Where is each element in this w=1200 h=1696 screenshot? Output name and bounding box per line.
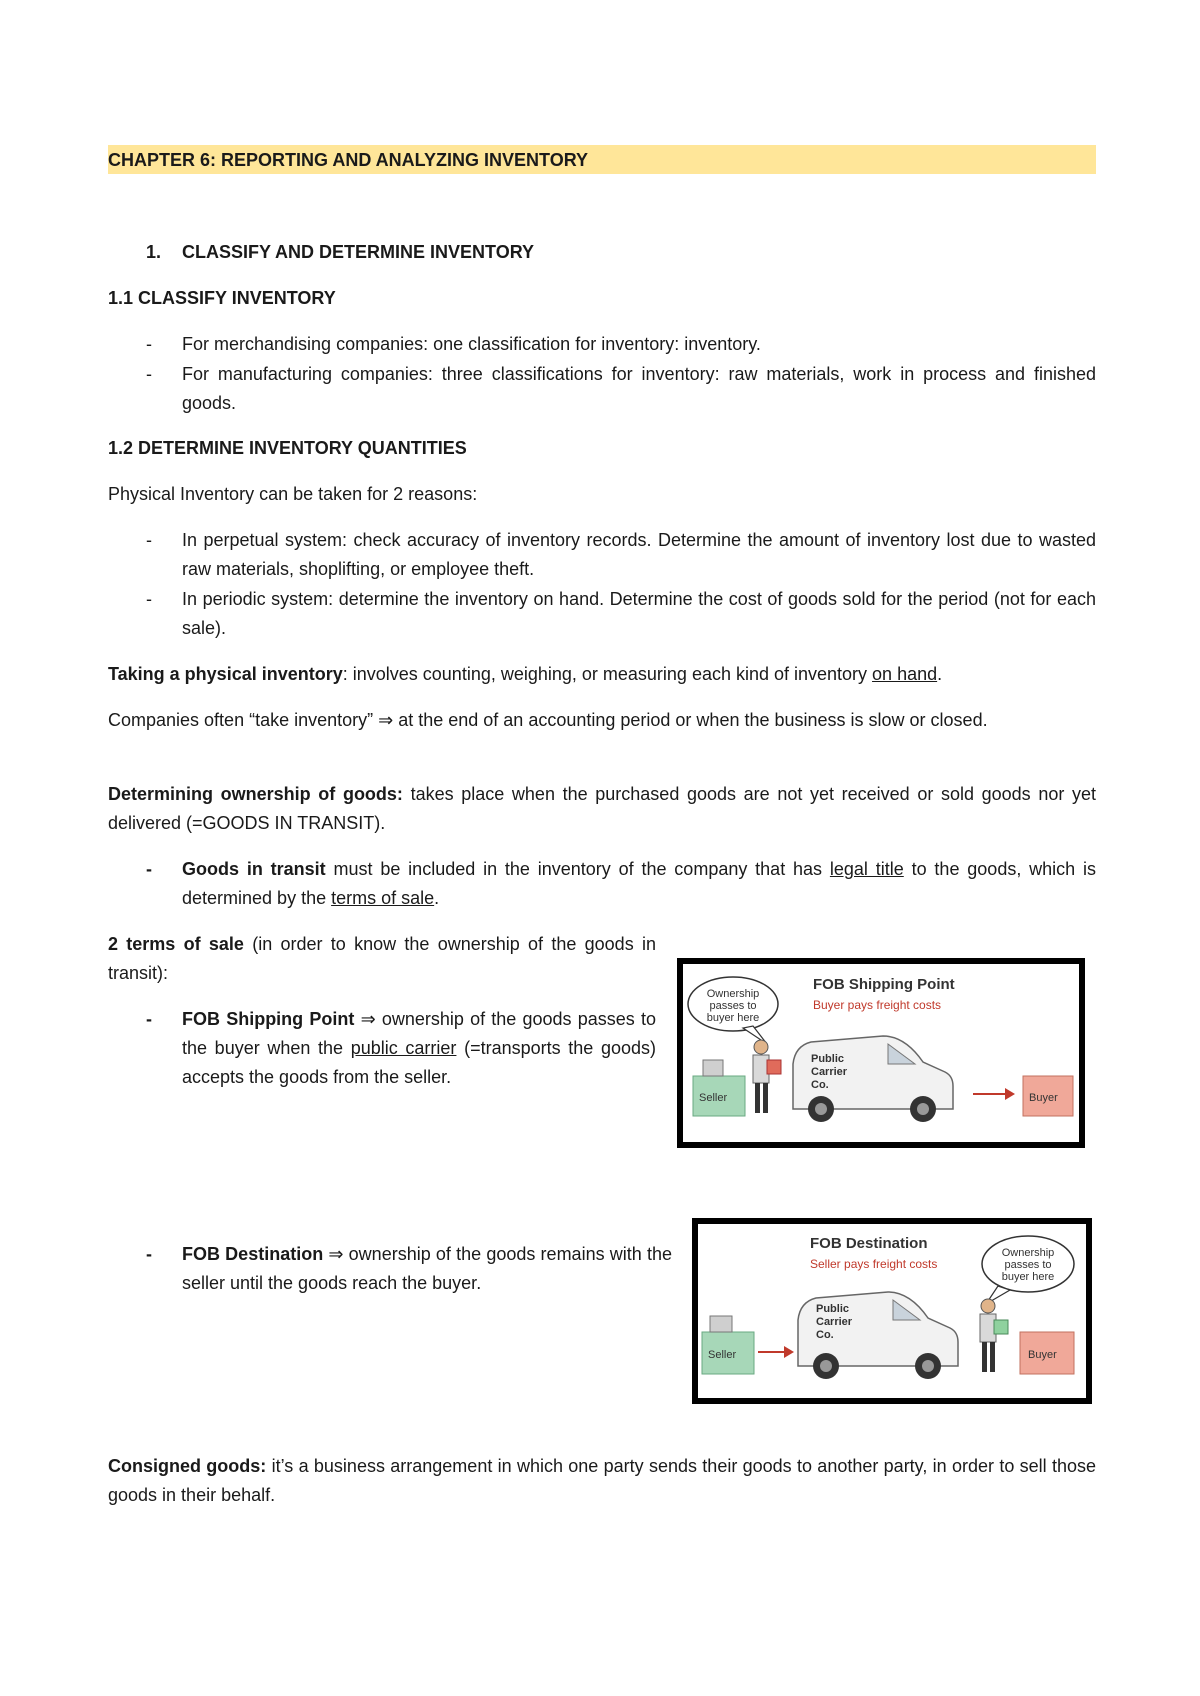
list-item bbox=[146, 1005, 656, 1092]
bubble-line: passes to bbox=[1004, 1259, 1052, 1271]
text: : involves counting, weighing, or measuring each kind of inventory bbox=[342, 664, 873, 684]
goods-icon bbox=[703, 1060, 723, 1076]
worker-icon bbox=[981, 1299, 995, 1313]
dash-marker: - bbox=[146, 589, 152, 609]
list-item bbox=[146, 330, 1096, 359]
figure-title: FOB Shipping Point bbox=[813, 976, 955, 993]
section-number: 1. bbox=[146, 242, 162, 262]
list-item bbox=[146, 360, 1096, 418]
subsection-title: 1.1 CLASSIFY INVENTORY bbox=[108, 288, 336, 308]
dash-marker: - bbox=[146, 530, 152, 550]
list-item-text: In periodic system: determine the inventory on hand. Determine the cost of goods sold for the period (not for each sale). bbox=[182, 589, 1096, 638]
bullet-marker: - bbox=[146, 859, 152, 879]
van-label: Public bbox=[816, 1303, 850, 1315]
chapter-title: CHAPTER 6: REPORTING AND ANALYZING INVENTORY bbox=[108, 145, 1096, 174]
bubble-line: buyer here bbox=[1001, 1271, 1055, 1283]
term: Taking a physical inventory bbox=[108, 664, 343, 684]
list-item-text: Goods in transit must be included in the inventory of the company that has legal title to the goods, which is determined by the terms of sale. bbox=[182, 859, 1097, 908]
worker-icon bbox=[754, 1040, 768, 1054]
list-item-text: FOB Destination ⇒ ownership of the goods remains with the seller until the goods reach the buyer. bbox=[182, 1244, 672, 1293]
fob-destination-figure bbox=[692, 1218, 1092, 1404]
van-label: Carrier bbox=[811, 1066, 848, 1078]
subsection-title: 1.2 DETERMINE INVENTORY QUANTITIES bbox=[108, 438, 467, 458]
list-item-text: In perpetual system: check accuracy of inventory records. Determine the amount of inventory lost due to wasted raw materials, shoplifting, or employee theft. bbox=[182, 530, 1096, 579]
list-item bbox=[146, 585, 1096, 643]
paragraph bbox=[108, 930, 656, 988]
paragraph: Companies often “take inventory” ⇒ at the end of an accounting period or when the business is slow or closed. bbox=[108, 710, 988, 730]
paragraph bbox=[108, 780, 1096, 838]
text: . bbox=[937, 664, 943, 684]
seller-label: Seller bbox=[699, 1092, 728, 1104]
bullet-marker: - bbox=[146, 1244, 152, 1264]
van-label: Public bbox=[811, 1053, 845, 1065]
figure-subtitle: Buyer pays freight costs bbox=[813, 998, 942, 1012]
term: 2 terms of sale bbox=[108, 934, 244, 954]
dash-marker: - bbox=[146, 334, 152, 354]
bubble-line: Ownership bbox=[706, 988, 760, 1000]
list-item bbox=[146, 855, 1096, 913]
text: it’s a business arrangement in which one party sends their goods to another party, in order to sell those goods in their behalf. bbox=[108, 1456, 1096, 1505]
list-item-text: For merchandising companies: one classification for inventory: inventory. bbox=[182, 334, 761, 354]
dash-marker: - bbox=[146, 364, 152, 384]
list-item bbox=[146, 526, 1096, 584]
van-label: Carrier bbox=[816, 1316, 853, 1328]
figure-title: FOB Destination bbox=[810, 1235, 928, 1252]
term: Determining ownership of goods: bbox=[108, 784, 403, 804]
paragraph: Physical Inventory can be taken for 2 reasons: bbox=[108, 484, 478, 504]
list-item-text: FOB Shipping Point ⇒ ownership of the goods passes to the buyer when the public carrier (=transports the goods) accepts the goods from the seller. bbox=[182, 1009, 657, 1087]
figure-subtitle: Seller pays freight costs bbox=[810, 1257, 938, 1271]
van-label: Co. bbox=[816, 1329, 834, 1341]
list-item-text: For manufacturing companies: three classifications for inventory: raw materials, work in process and finished goods. bbox=[182, 364, 1096, 413]
underlined-text: on hand bbox=[872, 664, 938, 684]
bullet-marker: - bbox=[146, 1009, 152, 1029]
paragraph bbox=[108, 1452, 1096, 1510]
fob-shipping-point-figure bbox=[677, 958, 1085, 1148]
seller-label: Seller bbox=[708, 1349, 737, 1361]
bubble-line: buyer here bbox=[706, 1012, 760, 1024]
bubble-line: passes to bbox=[709, 1000, 757, 1012]
section-title: CLASSIFY AND DETERMINE INVENTORY bbox=[182, 242, 535, 262]
text: takes place when the purchased goods are not yet received or sold goods nor yet delivered (=GOODS IN TRANSIT). bbox=[108, 784, 1097, 833]
van-label: Co. bbox=[811, 1079, 829, 1091]
list-item bbox=[146, 1240, 672, 1298]
term: Consigned goods: bbox=[108, 1456, 267, 1476]
bubble-line: Ownership bbox=[1001, 1247, 1055, 1259]
text: (in order to know the ownership of the goods in transit): bbox=[108, 934, 656, 983]
goods-icon bbox=[710, 1316, 732, 1332]
buyer-label: Buyer bbox=[1028, 1349, 1057, 1361]
paragraph bbox=[108, 660, 1096, 689]
buyer-label: Buyer bbox=[1029, 1092, 1058, 1104]
